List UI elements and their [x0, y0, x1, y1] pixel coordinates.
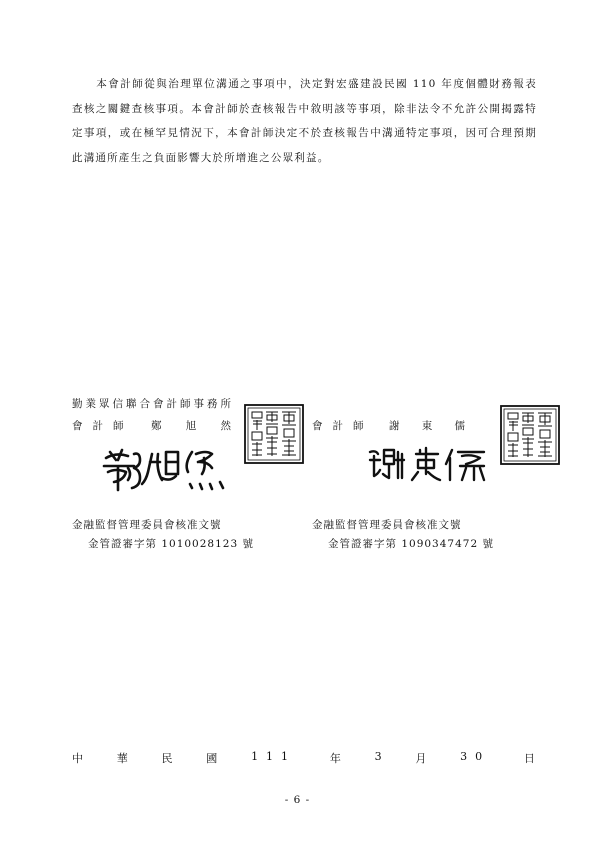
left-cpa-label: 會計師 — [72, 420, 134, 432]
date-char: 民 — [161, 752, 173, 765]
date-char: 國 — [206, 752, 218, 765]
left-cpa-seal — [244, 404, 304, 464]
firm-name: 勤業眾信聯合會計師事務所 — [72, 398, 234, 410]
left-cpa-name — [151, 418, 231, 433]
date-day-unit: 日 — [523, 752, 535, 765]
left-cpa-approval — [72, 516, 254, 554]
page-number: - 6 - — [284, 794, 311, 806]
date-day: 30 — [460, 750, 491, 763]
left-cpa-name-char: 旭 — [185, 420, 197, 432]
date-month: 3 — [374, 750, 382, 763]
date-char: 中 — [72, 752, 83, 765]
right-cpa-name-char: 東 — [421, 420, 433, 432]
date-char: 華 — [116, 752, 128, 765]
right-approval-authority: 金融監督管理委員會核准文號 — [312, 519, 462, 531]
left-cpa-name-char: 鄭 — [151, 420, 162, 432]
right-approval-number: 金管證審字第 1090347472 號 — [328, 538, 494, 550]
right-cpa-seal — [500, 405, 560, 465]
right-cpa-signature — [366, 444, 491, 484]
left-cpa-name-char: 然 — [220, 420, 231, 432]
right-cpa-name-char: 謝 — [389, 420, 400, 432]
right-cpa-label: 會計師 — [312, 420, 374, 432]
date-year: 111 — [251, 750, 297, 763]
right-cpa-name — [389, 418, 465, 433]
left-approval-authority: 金融監督管理委員會核准文號 — [72, 519, 222, 531]
right-cpa-name-char: 儒 — [454, 420, 465, 432]
key-audit-matters-paragraph — [72, 72, 537, 170]
left-approval-number: 金管證審字第 1010028123 號 — [88, 538, 254, 550]
date-year-unit: 年 — [329, 752, 341, 765]
left-cpa-signature — [100, 444, 235, 494]
date-month-unit: 月 — [415, 752, 427, 765]
right-cpa-approval — [312, 516, 494, 554]
paragraph-text: 本會計師從與治理單位溝通之事項中，決定對宏盛建設民國 110 年度個體財務報表查核之關鍵查核事項。本會計師於查核報告中敘明該等事項，除非法令不允許公開揭露特定事項，或在極罕見情況下，本會計師決定不於查核報告中溝通特定事項，因可合理預期此溝通所產生之負面影響大於所增進之公眾利益。 — [72, 78, 537, 164]
report-date — [72, 750, 535, 766]
